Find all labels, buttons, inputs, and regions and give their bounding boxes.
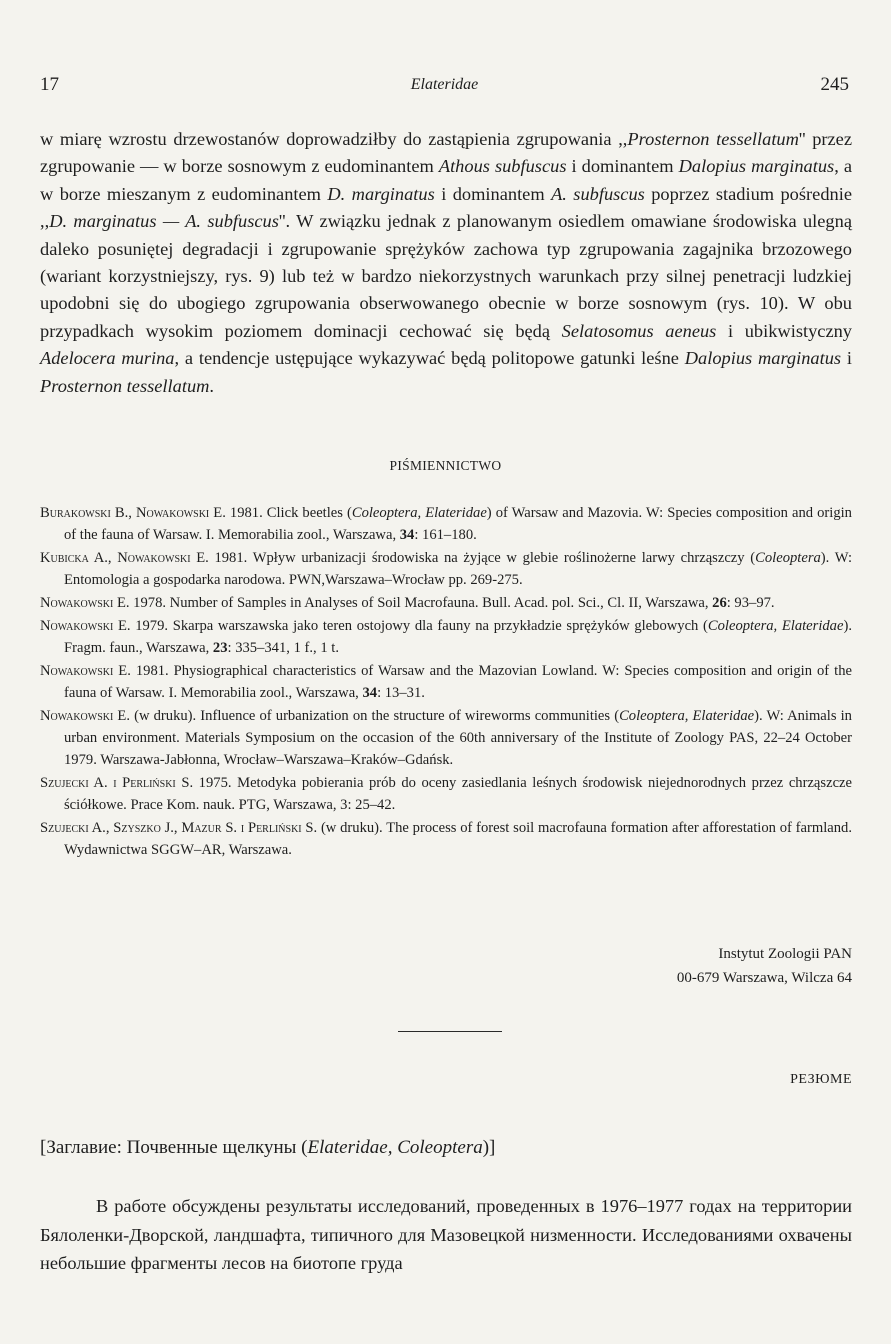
- running-header: [40, 74, 849, 98]
- resume-heading: РЕЗЮМЕ: [790, 1072, 852, 1087]
- address-street: 00-679 Warszawa, Wilcza 64: [676, 970, 852, 986]
- body-paragraph: [40, 126, 852, 400]
- page-number: 245: [820, 74, 849, 95]
- references-heading: PIŚMIENNICTWO: [389, 458, 502, 473]
- summary-paragraph: В работе обсуждены результаты исследований, проведенных в 1976–1977 годах на территории Бялоленки-Дворской, ландшафта, типичного для Мазовецкой низменности. Исследованиями охвачены небольшие фрагменты лесов на биотопе груда: [40, 1196, 852, 1273]
- paragraph-text: w miarę wzrostu drzewostanów doprowadziłby do zastąpienia zgrupowania ,,Prosternon tessellatum'' przez zgrupowanie — w borze sosnowym z eudominantem Athous subfuscus i dominantem Dalopius marginatus, a w borze mieszanym z eudominantem D. marginatus i dominantem A. subfuscus poprzez stadium pośrednie ,,D. marginatus — A. subfuscus''. W związku jednak z planowanym osiedlem omawiane środowiska ulegną daleko posuniętej degradacji i zgrupowanie sprężyków zachowa typ zgrupowania zagajnika brzozowego (wariant korzystniejszy, rys. 9) lub też w bardzo niekorzystnych warunkach przy silnej penetracji ludzkiej upodobni się do ubogiego zgrupowania obserwowanego obecnie w borze sosnowym (rys. 10). W obu przypadkach wysokim poziomem dominacji cechować się będą Selatosomus aeneus i ubikwistyczny Adelocera murina, a tendencje ustępujące wykazywać będą politopowe gatunki leśne Dalopius marginatus i Prosternon tessellatum.: [40, 129, 852, 396]
- russian-title: [Заглавие: Почвенные щелкуны (Elateridae, Coleoptera)]: [40, 1137, 496, 1158]
- address-institute: Instytut Zoologii PAN: [718, 946, 852, 962]
- running-title: Elateridae: [410, 76, 479, 93]
- reference-item: Nowakowski E. 1981. Physiographical characteristics of Warsaw and the Mazovian Lowland. W: Species composition and origin of the fauna of Warsaw. I. Memorabilia zool., Warszawa, 34: 13–31.: [40, 663, 852, 701]
- author-address: [677, 942, 852, 990]
- reference-item: Nowakowski E. 1978. Number of Samples in Analyses of Soil Macrofauna. Bull. Acad. pol. Sci., Cl. II, Warszawa, 26: 93–97.: [40, 595, 775, 611]
- references-list: [40, 503, 852, 863]
- reference-item: Szujecki A. i Perliński S. 1975. Metodyka pobierania prób do oceny zasiedlania leśnych środowisk niejednorodnych przez chrząszcze ściółkowe. Prace Kom. nauk. PTG, Warszawa, 3: 25–42.: [40, 775, 852, 813]
- reference-item: Szujecki A., Szyszko J., Mazur S. i Perliński S. (w druku). The process of forest soil macrofauna formation after afforestation of farmland. Wydawnictwa SGGW–AR, Warszawa.: [40, 820, 852, 858]
- reference-item: Nowakowski E. (w druku). Influence of urbanization on the structure of wireworms communities (Coleoptera, Elateridae). W: Animals in urban environment. Materials Symposium on the occasion of the 60th anniversary of the Institute of Zoology PAS, 22–24 October 1979. Warszawa-Jabłonna, Wrocław–Warszawa–Kraków–Gdańsk.: [40, 708, 852, 768]
- chapter-number: 17: [40, 74, 59, 95]
- section-divider: [398, 1031, 502, 1032]
- reference-item: Nowakowski E. 1979. Skarpa warszawska jako teren ostojowy dla fauny na przykładzie sprężyków glebowych (Coleoptera, Elateridae). Fragm. faun., Warszawa, 23: 335–341, 1 f., 1 t.: [40, 618, 852, 656]
- reference-item: Burakowski B., Nowakowski E. 1981. Click beetles (Coleoptera, Elateridae) of Warsaw and Mazovia. W: Species composition and origin of the fauna of Warsaw. I. Memorabilia zool., Warszawa, 34: 161–180.: [40, 505, 852, 543]
- russian-summary: [40, 1192, 852, 1278]
- reference-item: Kubicka A., Nowakowski E. 1981. Wpływ urbanizacji środowiska na żyjące w glebie roślinożerne larwy chrząszczy (Coleoptera). W: Entomologia a gospodarka narodowa. PWN,Warszawa–Wrocław pp. 269-275.: [40, 550, 852, 588]
